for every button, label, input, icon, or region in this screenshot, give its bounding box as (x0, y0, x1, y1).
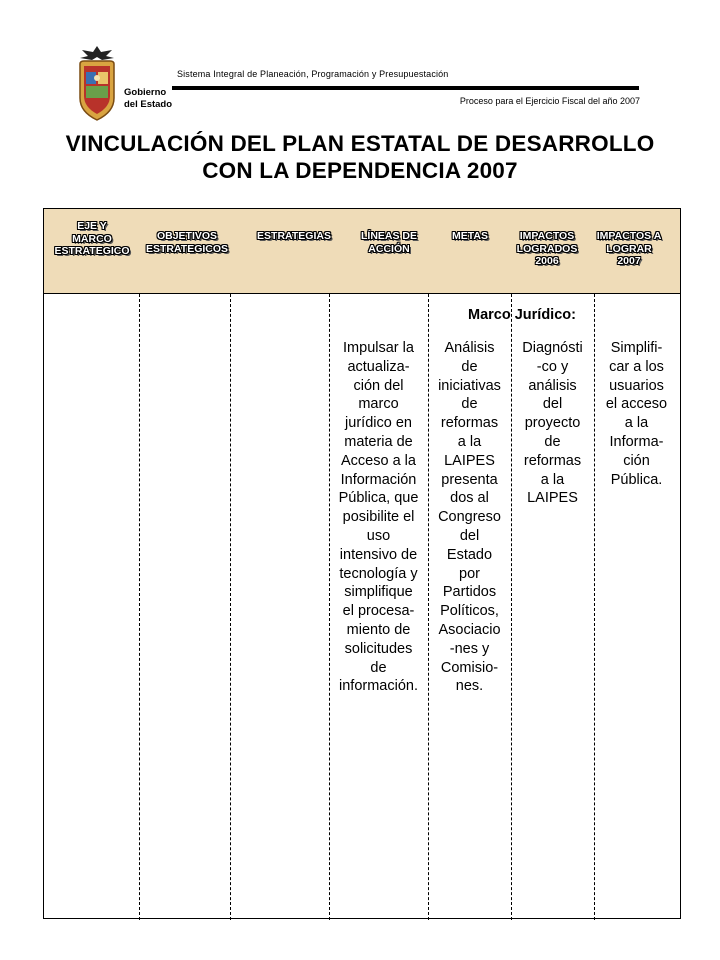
column-header-eje: EJE Y MARCO ESTRATEGICO (54, 220, 130, 257)
cell-metas: Análisis de iniciativas de reformas a la LAIPES presenta dos al Congreso del Estado por Partidos Políticos, Asociacio -nes y Comisio- nes. (438, 340, 501, 695)
column-header-impactos-2006: IMPACTOS LOGRADOS 2006 (516, 230, 578, 267)
column-header-objetivos: OBJETIVOS ESTRATEGICOS (145, 230, 229, 255)
cell-impactos-2006: Diagnósti -co y análisis del proyecto de reformas a la LAIPES (522, 340, 583, 507)
section-label: Marco Jurídico: (468, 307, 576, 323)
linkage-table (43, 208, 681, 919)
table-header-band (44, 209, 680, 294)
header-divider (172, 86, 639, 90)
column-divider (230, 294, 231, 920)
cell-impactos-2007: Simplifi- car a los usuarios el acceso a la Informa- ción Pública. (605, 340, 668, 488)
cell-lineas-de-accion: Impulsar la actualiza- ción del marco jurídico en materia de Acceso a la Información Pública, que posibilite el uso intensivo de tecnología y simplifique el procesa- miento de solicitudes de información. (338, 340, 419, 695)
column-divider (139, 294, 140, 920)
document-title: VINCULACIÓN DEL PLAN ESTATAL DE DESARROLLO CON LA DEPENDENCIA 2007 (65, 131, 655, 183)
column-header-metas: METAS (452, 230, 488, 242)
column-header-impactos-2007: IMPACTOS A LOGRAR 2007 (596, 230, 662, 267)
process-title: Proceso para el Ejercicio Fiscal del año 2007 (459, 96, 640, 106)
column-header-lineas: LÍNEAS DE ACCIÓN (360, 230, 417, 255)
government-label: Gobierno del Estado (124, 87, 173, 110)
system-title: Sistema Integral de Planeación, Programación y Presupuestación (177, 69, 449, 79)
column-header-estrategias: ESTRATEGIAS (257, 230, 331, 242)
coat-of-arms-icon (72, 44, 122, 122)
